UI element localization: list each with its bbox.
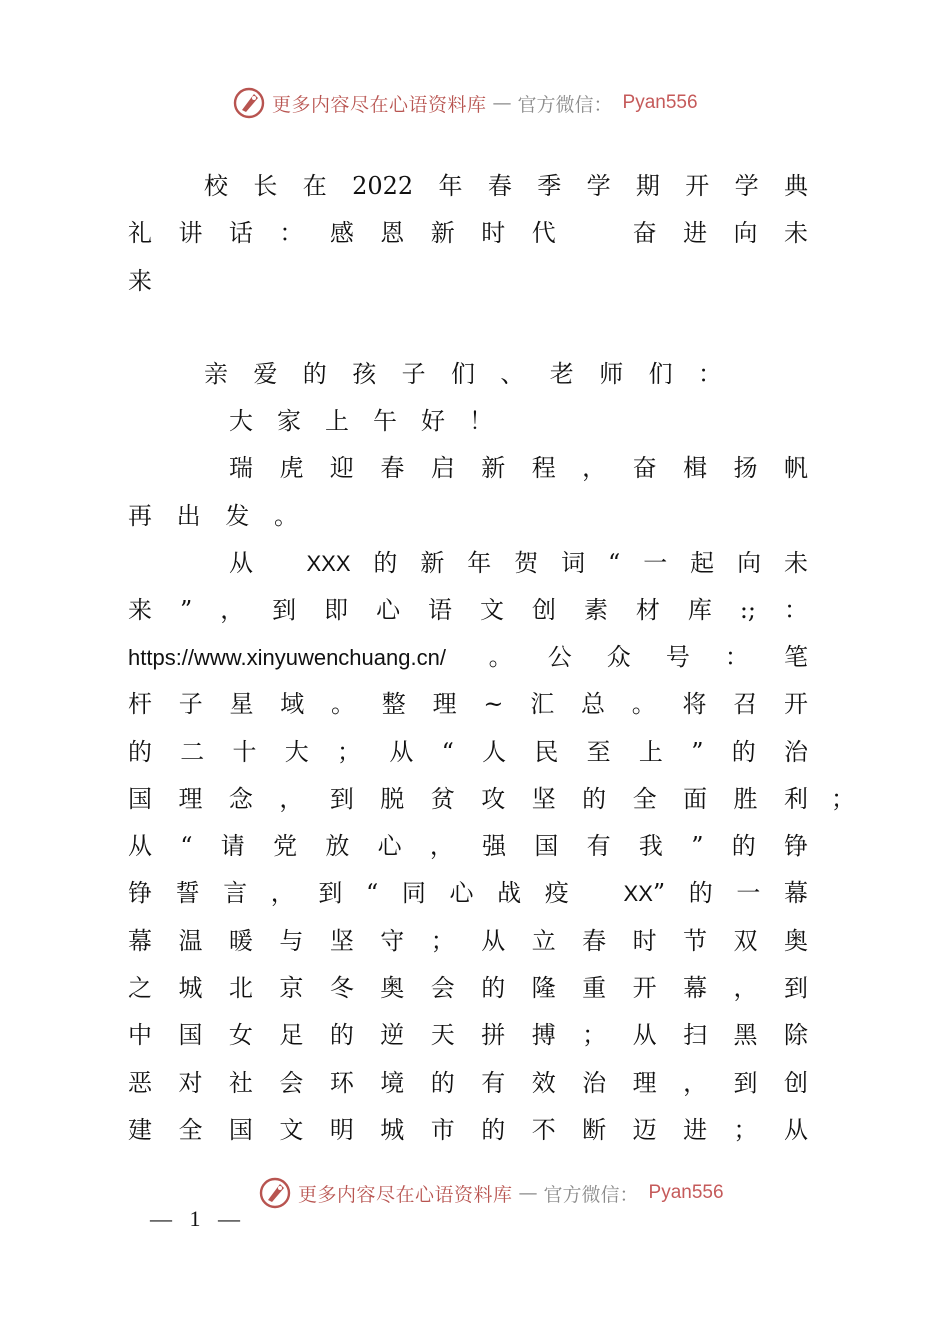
- title-line-2: 礼讲话：感恩新时代 奋进向未: [128, 219, 808, 247]
- watermark-id: Pyan556: [622, 92, 698, 113]
- paragraph-2-line-9: 幕温暖与坚守；从立春时节双奥: [128, 927, 808, 955]
- paragraph-2-line-2: 来”，到即心语文创素材库:;：: [128, 596, 808, 624]
- page-number: — 1 —: [150, 1206, 246, 1231]
- paragraph-2-line-1: [229, 546, 808, 580]
- paragraph-2-url: https://www.xinyuwenchuang.cn/: [128, 645, 446, 670]
- paragraph-2-line-3-rest: 。公众号：笔: [488, 643, 808, 671]
- paragraph-2-line-3: [128, 640, 808, 674]
- paragraph-2-line-1-c: 的新年贺词“一起向未: [350, 549, 808, 577]
- watermark-dash: —: [518, 1182, 538, 1204]
- greeting: 亲爱的孩子们、老师们：: [204, 360, 722, 388]
- paragraph-2-line-6: 国理念，到脱贫攻坚的全面胜利: [128, 785, 808, 813]
- pen-nib-logo-icon: [232, 86, 266, 120]
- title-line-1: 校长在2022年春季学期开学典: [204, 172, 808, 200]
- paragraph-2-line-8: [128, 876, 808, 910]
- watermark-text: 更多内容尽在心语资料库: [272, 93, 487, 116]
- paragraph-2-line-4: 杆子星域。整理~汇总。将召开: [128, 690, 808, 718]
- paragraph-2-line-8-a: 铮誓言，到“同心战疫: [128, 879, 593, 907]
- paragraph-2-line-6-overflow: ；: [831, 785, 855, 813]
- watermark-label: 官方微信：: [517, 93, 613, 116]
- watermark-id: Pyan556: [648, 1182, 724, 1203]
- paragraph-2-line-7: 从“请党放心，强国有我”的铮: [128, 832, 808, 860]
- paragraph-2-line-8-c: ”的一幕: [652, 879, 808, 907]
- paragraph-2-line-13: 建全国文明城市的不断迈进；从: [128, 1116, 808, 1144]
- hello: 大家上午好！: [229, 407, 493, 435]
- paragraph-2-line-12: 恶对社会环境的有效治理，到创: [128, 1069, 808, 1097]
- pen-nib-logo-icon: [258, 1176, 292, 1210]
- paragraph-1-line-2: 再出发。: [128, 502, 298, 530]
- paragraph-2-line-5: 的二十大；从“人民至上”的治: [128, 738, 808, 766]
- paragraph-2-line-1-a: 从: [229, 549, 276, 577]
- paragraph-2-line-10: 之城北京冬奥会的隆重开幕，到: [128, 974, 808, 1002]
- title-line-3: 来: [128, 267, 178, 295]
- paragraph-2-line-8-b: XX: [623, 881, 653, 906]
- paragraph-1-line-1: 瑞虎迎春启新程，奋楫扬帆: [229, 454, 808, 482]
- paragraph-2-line-11: 中国女足的逆天拼搏；从扫黑除: [128, 1021, 808, 1049]
- footer-watermark: [258, 1176, 724, 1210]
- watermark-dash: —: [492, 92, 512, 114]
- watermark-text: 更多内容尽在心语资料库: [298, 1183, 513, 1206]
- paragraph-2-line-1-b: XXX: [306, 551, 351, 576]
- watermark-label: 官方微信：: [543, 1183, 639, 1206]
- header-watermark: [232, 86, 698, 120]
